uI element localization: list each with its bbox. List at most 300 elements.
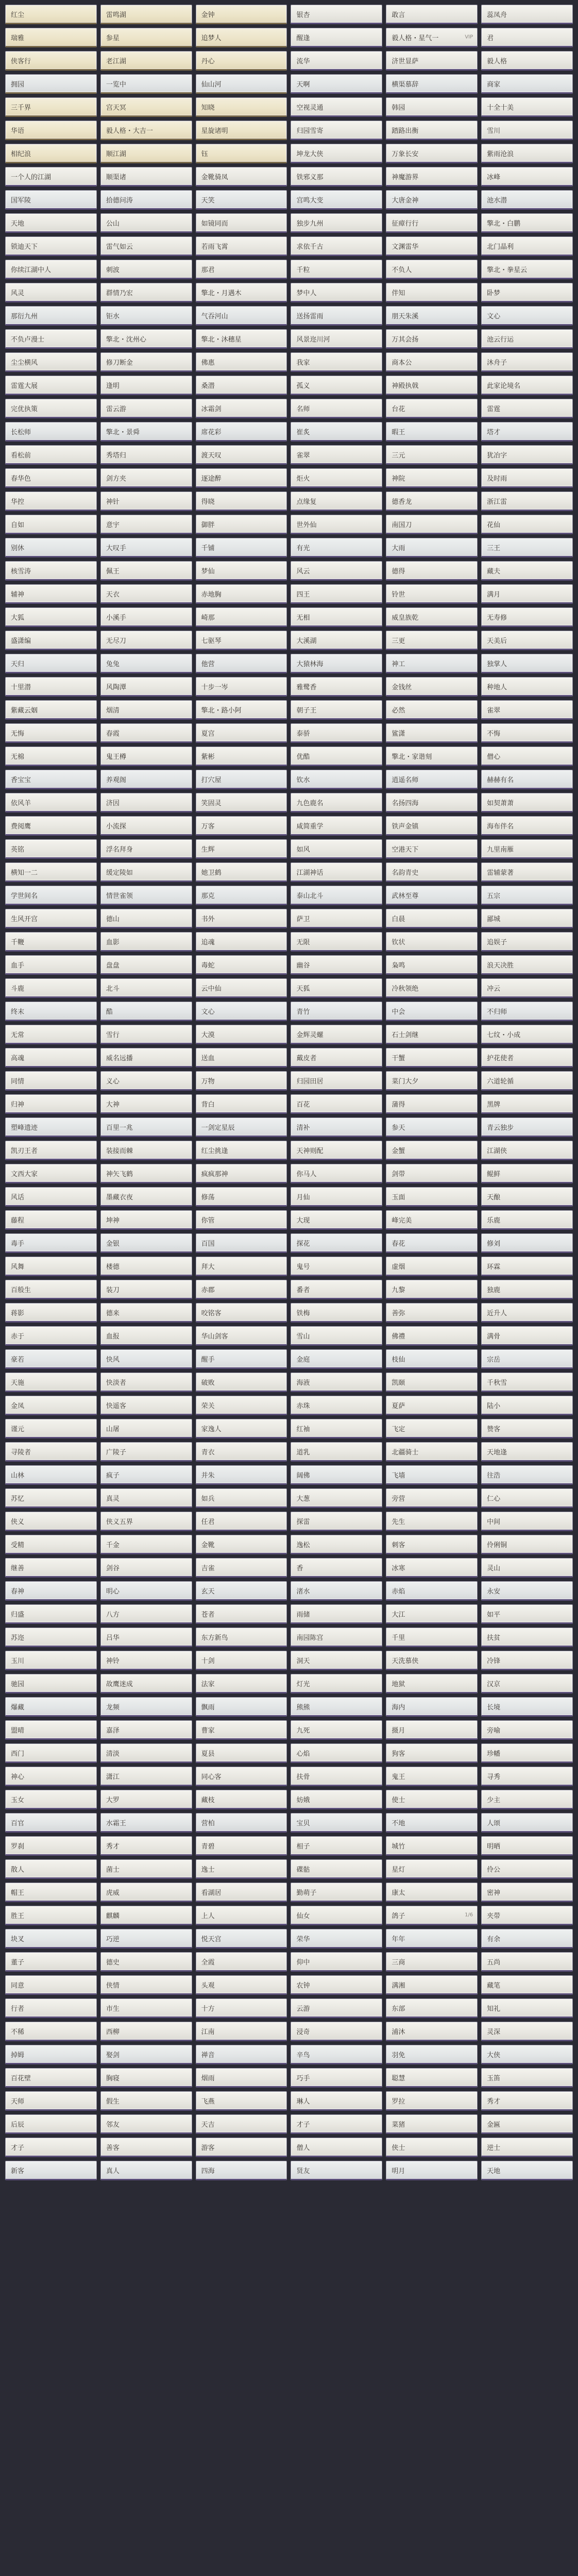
- title-cell[interactable]: [5, 561, 97, 581]
- title-cell[interactable]: [481, 2045, 573, 2064]
- title-cell[interactable]: [386, 74, 478, 94]
- title-cell[interactable]: [291, 2138, 382, 2157]
- title-cell[interactable]: [100, 2138, 192, 2157]
- title-cell[interactable]: [481, 515, 573, 534]
- title-cell[interactable]: [5, 2091, 97, 2111]
- title-cell[interactable]: [100, 886, 192, 905]
- title-cell[interactable]: [100, 1210, 192, 1230]
- title-cell[interactable]: [5, 1326, 97, 1346]
- title-cell[interactable]: [386, 1952, 478, 1972]
- title-cell[interactable]: [100, 1071, 192, 1091]
- title-cell[interactable]: [386, 283, 478, 302]
- title-cell[interactable]: [196, 260, 287, 279]
- title-cell[interactable]: [291, 607, 382, 627]
- title-cell[interactable]: [5, 1720, 97, 1740]
- title-cell[interactable]: [481, 1187, 573, 1207]
- title-cell[interactable]: [196, 1280, 287, 1299]
- title-cell[interactable]: [386, 1442, 478, 1462]
- title-cell[interactable]: [100, 584, 192, 604]
- title-cell[interactable]: [481, 1094, 573, 1114]
- title-cell[interactable]: [196, 352, 287, 372]
- title-cell[interactable]: [100, 190, 192, 210]
- title-cell[interactable]: [196, 1349, 287, 1369]
- title-cell[interactable]: [100, 607, 192, 627]
- title-cell[interactable]: [5, 1419, 97, 1438]
- title-cell[interactable]: [5, 283, 97, 302]
- title-cell[interactable]: [291, 5, 382, 24]
- title-cell[interactable]: [100, 631, 192, 650]
- title-cell[interactable]: [291, 1859, 382, 1879]
- title-cell[interactable]: [100, 167, 192, 187]
- title-cell[interactable]: [100, 1025, 192, 1044]
- title-cell[interactable]: [386, 1836, 478, 1856]
- title-cell[interactable]: [100, 1396, 192, 1415]
- title-cell[interactable]: [100, 1419, 192, 1438]
- title-cell[interactable]: [196, 1581, 287, 1601]
- title-cell[interactable]: [291, 2045, 382, 2064]
- title-cell[interactable]: [481, 51, 573, 71]
- title-cell[interactable]: [291, 631, 382, 650]
- title-cell[interactable]: [386, 584, 478, 604]
- title-cell[interactable]: [291, 1975, 382, 1995]
- title-cell[interactable]: [291, 862, 382, 882]
- title-cell[interactable]: [100, 1303, 192, 1323]
- title-cell[interactable]: [100, 399, 192, 418]
- title-cell[interactable]: [386, 1303, 478, 1323]
- title-cell[interactable]: [100, 1581, 192, 1601]
- title-cell[interactable]: [196, 2091, 287, 2111]
- title-cell[interactable]: [481, 445, 573, 465]
- title-cell[interactable]: [100, 747, 192, 766]
- title-cell[interactable]: [481, 1465, 573, 1485]
- title-cell[interactable]: [481, 1280, 573, 1299]
- title-cell[interactable]: [100, 538, 192, 557]
- title-cell[interactable]: [481, 1674, 573, 1693]
- title-cell[interactable]: [196, 74, 287, 94]
- title-cell[interactable]: [291, 793, 382, 812]
- title-cell[interactable]: [100, 306, 192, 326]
- title-cell[interactable]: [100, 422, 192, 442]
- title-cell[interactable]: [5, 1581, 97, 1601]
- title-cell[interactable]: [196, 329, 287, 349]
- title-cell[interactable]: [5, 1813, 97, 1833]
- title-cell[interactable]: [386, 1535, 478, 1554]
- title-cell[interactable]: [291, 1002, 382, 1021]
- title-cell[interactable]: [386, 236, 478, 256]
- title-cell[interactable]: [481, 1071, 573, 1091]
- title-cell[interactable]: [481, 1767, 573, 1786]
- title-cell[interactable]: [386, 2138, 478, 2157]
- title-cell[interactable]: [386, 1326, 478, 1346]
- title-cell[interactable]: [5, 422, 97, 442]
- title-cell[interactable]: [5, 1628, 97, 1647]
- title-cell[interactable]: [386, 2091, 478, 2111]
- title-cell[interactable]: [386, 306, 478, 326]
- title-cell[interactable]: [5, 1674, 97, 1693]
- title-cell[interactable]: [5, 2138, 97, 2157]
- title-cell[interactable]: [481, 1233, 573, 1253]
- title-cell[interactable]: [100, 260, 192, 279]
- title-cell[interactable]: [481, 121, 573, 140]
- title-cell[interactable]: [291, 654, 382, 673]
- title-cell[interactable]: [5, 1604, 97, 1624]
- title-cell[interactable]: [5, 1558, 97, 1578]
- title-cell[interactable]: [386, 260, 478, 279]
- title-cell[interactable]: [100, 561, 192, 581]
- title-cell[interactable]: [481, 955, 573, 975]
- title-cell[interactable]: [481, 1326, 573, 1346]
- title-cell[interactable]: [386, 1581, 478, 1601]
- title-cell[interactable]: [386, 1002, 478, 1021]
- title-cell[interactable]: [481, 1303, 573, 1323]
- title-cell[interactable]: [386, 190, 478, 210]
- title-cell[interactable]: [5, 793, 97, 812]
- title-cell[interactable]: [196, 1998, 287, 2018]
- title-cell[interactable]: [481, 1720, 573, 1740]
- title-cell[interactable]: [291, 306, 382, 326]
- title-cell[interactable]: [5, 538, 97, 557]
- title-cell[interactable]: [481, 1117, 573, 1137]
- title-cell[interactable]: [5, 2114, 97, 2134]
- title-cell[interactable]: [291, 747, 382, 766]
- title-cell[interactable]: [481, 97, 573, 117]
- title-cell[interactable]: [100, 2068, 192, 2088]
- title-cell[interactable]: [100, 1628, 192, 1647]
- title-cell[interactable]: [481, 236, 573, 256]
- title-cell[interactable]: [5, 51, 97, 71]
- title-cell[interactable]: [196, 1558, 287, 1578]
- title-cell[interactable]: [481, 468, 573, 488]
- title-cell[interactable]: [100, 1743, 192, 1763]
- title-cell[interactable]: [5, 1141, 97, 1160]
- title-cell[interactable]: [481, 1257, 573, 1276]
- title-cell[interactable]: [291, 97, 382, 117]
- title-cell[interactable]: [196, 1233, 287, 1253]
- title-cell[interactable]: [481, 1998, 573, 2018]
- title-cell[interactable]: [481, 793, 573, 812]
- title-cell[interactable]: [386, 1210, 478, 1230]
- title-cell[interactable]: [386, 1488, 478, 1508]
- title-cell[interactable]: [481, 886, 573, 905]
- title-cell[interactable]: [386, 700, 478, 720]
- title-cell[interactable]: [100, 1697, 192, 1717]
- title-cell[interactable]: [100, 97, 192, 117]
- title-cell[interactable]: [386, 28, 478, 47]
- title-cell[interactable]: [196, 190, 287, 210]
- title-cell[interactable]: [481, 839, 573, 859]
- title-cell[interactable]: [291, 260, 382, 279]
- title-cell[interactable]: [291, 1210, 382, 1230]
- title-cell[interactable]: [100, 793, 192, 812]
- title-cell[interactable]: [481, 2138, 573, 2157]
- title-cell[interactable]: [100, 1187, 192, 1207]
- title-cell[interactable]: [481, 932, 573, 952]
- title-cell[interactable]: [196, 121, 287, 140]
- title-cell[interactable]: [100, 445, 192, 465]
- title-cell[interactable]: [5, 1465, 97, 1485]
- title-cell[interactable]: [5, 445, 97, 465]
- title-cell[interactable]: [481, 1535, 573, 1554]
- title-cell[interactable]: [291, 955, 382, 975]
- title-cell[interactable]: [291, 74, 382, 94]
- title-cell[interactable]: [196, 1720, 287, 1740]
- title-cell[interactable]: [5, 1975, 97, 1995]
- title-cell[interactable]: [291, 1257, 382, 1276]
- title-cell[interactable]: [481, 2022, 573, 2041]
- title-cell[interactable]: [5, 5, 97, 24]
- title-cell[interactable]: [291, 1442, 382, 1462]
- title-cell[interactable]: [196, 1929, 287, 1948]
- title-cell[interactable]: [386, 978, 478, 998]
- title-cell[interactable]: [481, 1025, 573, 1044]
- title-cell[interactable]: [291, 1280, 382, 1299]
- title-cell[interactable]: [196, 1326, 287, 1346]
- title-cell[interactable]: [386, 515, 478, 534]
- title-cell[interactable]: [291, 352, 382, 372]
- title-cell[interactable]: [386, 167, 478, 187]
- title-cell[interactable]: [386, 932, 478, 952]
- title-cell[interactable]: [196, 1767, 287, 1786]
- title-cell[interactable]: [5, 1790, 97, 1809]
- title-cell[interactable]: [291, 700, 382, 720]
- title-cell[interactable]: [291, 1628, 382, 1647]
- title-cell[interactable]: [5, 816, 97, 836]
- title-cell[interactable]: [100, 1117, 192, 1137]
- title-cell[interactable]: [196, 2068, 287, 2088]
- title-cell[interactable]: [196, 1048, 287, 1067]
- title-cell[interactable]: [291, 1071, 382, 1091]
- title-cell[interactable]: [386, 2022, 478, 2041]
- title-cell[interactable]: [291, 1697, 382, 1717]
- title-cell[interactable]: [196, 399, 287, 418]
- title-cell[interactable]: [291, 1419, 382, 1438]
- title-cell[interactable]: [386, 1743, 478, 1763]
- title-cell[interactable]: [481, 862, 573, 882]
- title-cell[interactable]: [5, 515, 97, 534]
- title-cell[interactable]: [481, 28, 573, 47]
- title-cell[interactable]: [196, 1604, 287, 1624]
- title-cell[interactable]: [196, 515, 287, 534]
- title-cell[interactable]: [386, 770, 478, 789]
- title-cell[interactable]: [5, 2161, 97, 2180]
- title-cell[interactable]: [5, 1929, 97, 1948]
- title-cell[interactable]: [5, 700, 97, 720]
- title-cell[interactable]: [5, 1187, 97, 1207]
- title-cell[interactable]: [386, 1628, 478, 1647]
- title-cell[interactable]: [5, 28, 97, 47]
- title-cell[interactable]: [100, 1604, 192, 1624]
- title-cell[interactable]: [481, 584, 573, 604]
- title-cell[interactable]: [481, 1141, 573, 1160]
- title-cell[interactable]: [481, 1929, 573, 1948]
- title-cell[interactable]: [5, 1767, 97, 1786]
- title-cell[interactable]: [386, 1929, 478, 1948]
- title-cell[interactable]: [196, 677, 287, 697]
- title-cell[interactable]: [386, 51, 478, 71]
- title-cell[interactable]: [481, 283, 573, 302]
- title-cell[interactable]: [481, 1048, 573, 1067]
- title-cell[interactable]: [386, 955, 478, 975]
- title-cell[interactable]: [291, 1164, 382, 1183]
- title-cell[interactable]: [196, 932, 287, 952]
- title-cell[interactable]: [100, 1465, 192, 1485]
- title-cell[interactable]: [5, 886, 97, 905]
- title-cell[interactable]: [100, 909, 192, 928]
- title-cell[interactable]: [196, 445, 287, 465]
- title-cell[interactable]: [100, 1720, 192, 1740]
- title-cell[interactable]: [196, 561, 287, 581]
- title-cell[interactable]: [100, 492, 192, 511]
- title-cell[interactable]: [100, 329, 192, 349]
- title-cell[interactable]: [481, 677, 573, 697]
- title-cell[interactable]: [100, 654, 192, 673]
- title-cell[interactable]: [196, 306, 287, 326]
- title-cell[interactable]: [291, 1836, 382, 1856]
- title-cell[interactable]: [481, 2068, 573, 2088]
- title-cell[interactable]: [196, 816, 287, 836]
- title-cell[interactable]: [5, 1883, 97, 1902]
- title-cell[interactable]: [196, 1396, 287, 1415]
- title-cell[interactable]: [100, 1790, 192, 1809]
- title-cell[interactable]: [386, 1674, 478, 1693]
- title-cell[interactable]: [481, 1512, 573, 1531]
- title-cell[interactable]: [291, 1488, 382, 1508]
- title-cell[interactable]: [100, 468, 192, 488]
- title-cell[interactable]: [100, 1998, 192, 2018]
- title-cell[interactable]: [100, 1859, 192, 1879]
- title-cell[interactable]: [481, 1697, 573, 1717]
- title-cell[interactable]: [386, 329, 478, 349]
- title-cell[interactable]: [291, 1117, 382, 1137]
- title-cell[interactable]: [481, 1975, 573, 1995]
- title-cell[interactable]: [291, 492, 382, 511]
- title-cell[interactable]: [481, 5, 573, 24]
- title-cell[interactable]: [5, 1025, 97, 1044]
- title-cell[interactable]: [196, 2114, 287, 2134]
- title-cell[interactable]: [5, 74, 97, 94]
- title-cell[interactable]: [5, 862, 97, 882]
- title-cell[interactable]: [5, 1094, 97, 1114]
- title-cell[interactable]: [481, 816, 573, 836]
- title-cell[interactable]: [100, 144, 192, 163]
- title-cell[interactable]: [291, 1141, 382, 1160]
- title-cell[interactable]: [386, 1372, 478, 1392]
- title-cell[interactable]: [5, 932, 97, 952]
- title-cell[interactable]: [291, 190, 382, 210]
- title-cell[interactable]: [386, 1025, 478, 1044]
- title-cell[interactable]: [291, 1349, 382, 1369]
- title-cell[interactable]: [196, 1187, 287, 1207]
- title-cell[interactable]: [5, 723, 97, 743]
- title-cell[interactable]: [386, 747, 478, 766]
- title-cell[interactable]: [291, 28, 382, 47]
- title-cell[interactable]: [291, 2022, 382, 2041]
- title-cell[interactable]: [481, 2161, 573, 2180]
- title-cell[interactable]: [481, 422, 573, 442]
- title-cell[interactable]: [196, 1372, 287, 1392]
- title-cell[interactable]: [100, 1002, 192, 1021]
- title-cell[interactable]: [291, 1674, 382, 1693]
- title-cell[interactable]: [100, 1372, 192, 1392]
- title-cell[interactable]: [196, 1419, 287, 1438]
- title-cell[interactable]: [5, 190, 97, 210]
- title-cell[interactable]: [196, 167, 287, 187]
- title-cell[interactable]: [196, 1790, 287, 1809]
- title-cell[interactable]: [196, 1488, 287, 1508]
- title-cell[interactable]: [386, 1071, 478, 1091]
- title-cell[interactable]: [196, 607, 287, 627]
- title-cell[interactable]: [386, 909, 478, 928]
- title-cell[interactable]: [196, 770, 287, 789]
- title-cell[interactable]: [5, 167, 97, 187]
- title-cell[interactable]: [100, 2045, 192, 2064]
- title-cell[interactable]: [100, 1813, 192, 1833]
- title-cell[interactable]: [5, 1280, 97, 1299]
- title-cell[interactable]: [5, 1743, 97, 1763]
- title-cell[interactable]: [291, 515, 382, 534]
- title-cell[interactable]: [291, 1604, 382, 1624]
- title-cell[interactable]: [5, 376, 97, 395]
- title-cell[interactable]: [100, 1512, 192, 1531]
- title-cell[interactable]: [481, 2091, 573, 2111]
- title-cell[interactable]: [5, 677, 97, 697]
- title-cell[interactable]: [196, 1071, 287, 1091]
- title-cell[interactable]: [100, 862, 192, 882]
- title-cell[interactable]: [291, 2068, 382, 2088]
- title-cell[interactable]: [5, 1233, 97, 1253]
- title-cell[interactable]: [386, 1141, 478, 1160]
- title-cell[interactable]: [481, 167, 573, 187]
- title-cell[interactable]: [196, 2138, 287, 2157]
- title-cell[interactable]: [481, 1442, 573, 1462]
- title-cell[interactable]: [291, 1558, 382, 1578]
- title-cell[interactable]: [291, 1187, 382, 1207]
- title-cell[interactable]: [196, 2022, 287, 2041]
- title-cell[interactable]: [196, 51, 287, 71]
- title-cell[interactable]: [196, 1117, 287, 1137]
- title-cell[interactable]: [386, 121, 478, 140]
- title-cell[interactable]: [386, 352, 478, 372]
- title-cell[interactable]: [5, 1998, 97, 2018]
- title-cell[interactable]: [481, 329, 573, 349]
- title-cell[interactable]: [481, 1743, 573, 1763]
- title-cell[interactable]: [291, 329, 382, 349]
- title-cell[interactable]: [5, 1210, 97, 1230]
- title-cell[interactable]: [196, 1651, 287, 1670]
- title-cell[interactable]: [291, 121, 382, 140]
- title-cell[interactable]: [481, 631, 573, 650]
- title-cell[interactable]: [386, 1651, 478, 1670]
- title-cell[interactable]: [196, 236, 287, 256]
- title-cell[interactable]: [196, 584, 287, 604]
- title-cell[interactable]: [5, 1349, 97, 1369]
- title-cell[interactable]: [481, 1488, 573, 1508]
- title-cell[interactable]: [291, 932, 382, 952]
- title-cell[interactable]: [481, 607, 573, 627]
- title-cell[interactable]: [481, 1859, 573, 1879]
- title-cell[interactable]: [386, 1975, 478, 1995]
- title-cell[interactable]: [481, 561, 573, 581]
- title-cell[interactable]: [100, 1442, 192, 1462]
- title-cell[interactable]: [100, 932, 192, 952]
- title-cell[interactable]: [291, 1326, 382, 1346]
- title-cell[interactable]: [196, 97, 287, 117]
- title-cell[interactable]: [100, 74, 192, 94]
- title-cell[interactable]: [196, 978, 287, 998]
- title-cell[interactable]: [196, 1257, 287, 1276]
- title-cell[interactable]: [100, 2022, 192, 2041]
- title-cell[interactable]: [100, 816, 192, 836]
